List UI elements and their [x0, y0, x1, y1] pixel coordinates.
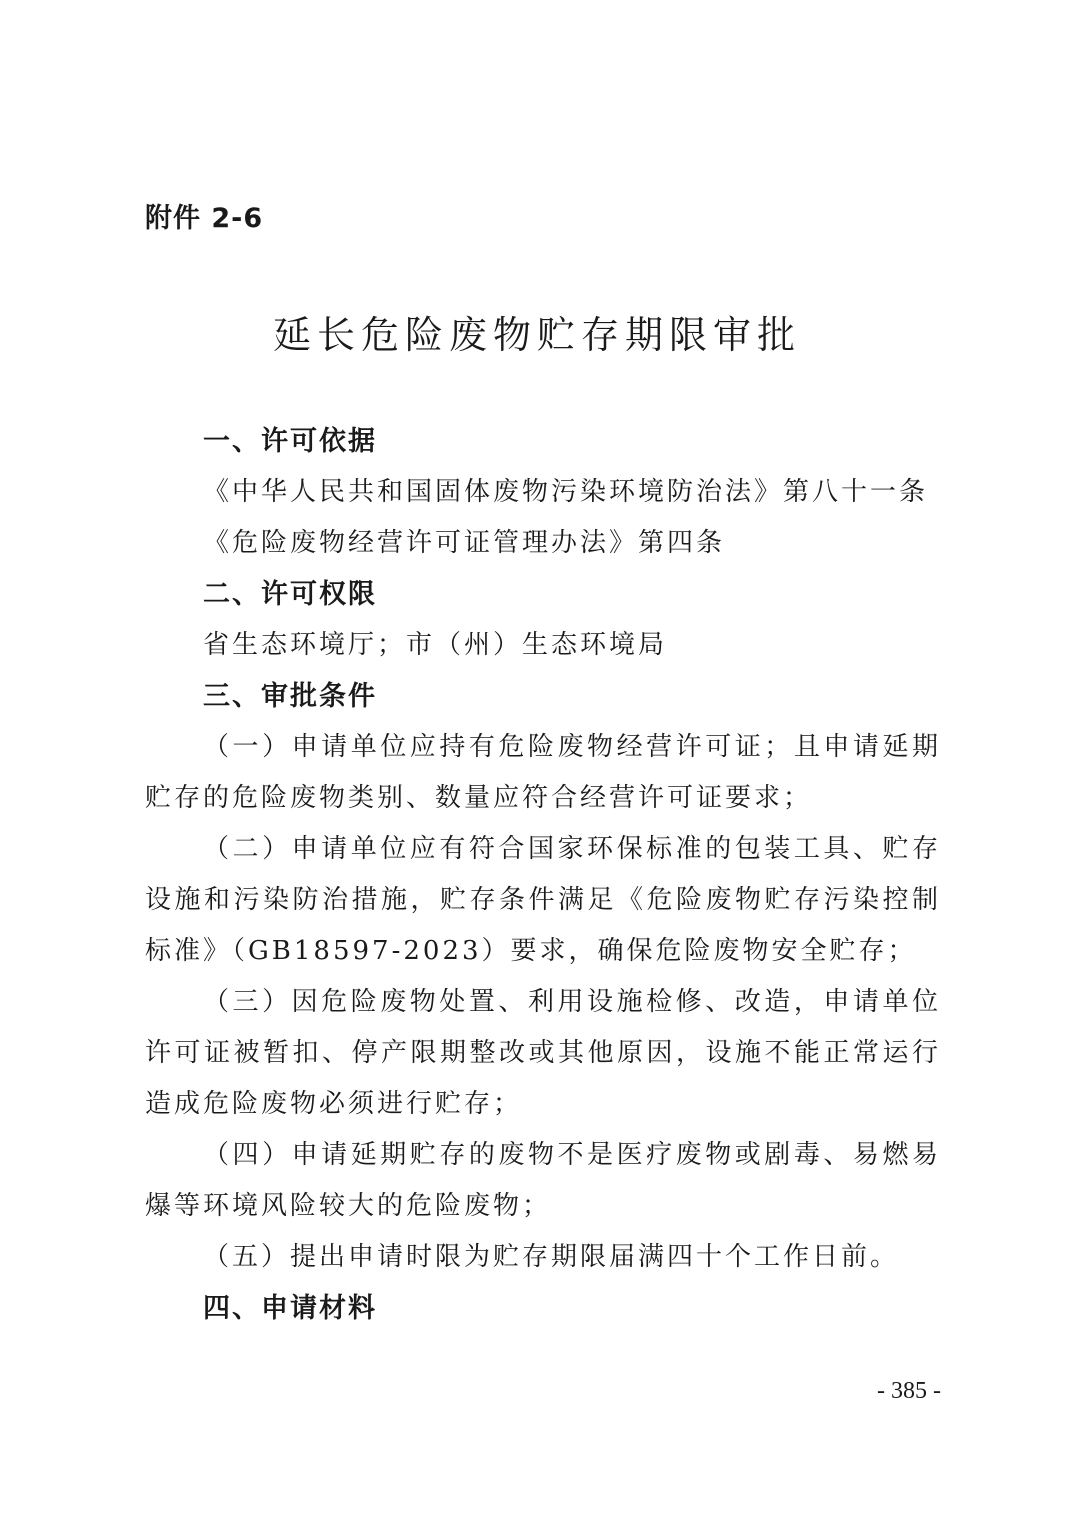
authority-line: 省生态环境厅；市（州）生态环境局 [203, 630, 668, 660]
section-heading-basis: 一、许可依据 [203, 426, 377, 457]
basis-line: 《危险废物经营许可证管理办法》第四条 [203, 528, 726, 558]
section-heading-authority: 二、许可权限 [203, 579, 377, 610]
condition-item: （五）提出申请时限为贮存期限届满四十个工作日前。 [203, 1242, 900, 1272]
document-body [145, 416, 941, 1334]
condition-item: （一）申请单位应持有危险废物经营许可证；且申请延期贮存的危险废物类别、数量应符合经营许可证要求； [145, 732, 941, 813]
document-title: 延长危险废物贮存期限审批 [272, 313, 801, 357]
basis-line: 《中华人民共和国固体废物污染环境防治法》第八十一条 [203, 477, 929, 507]
condition-item: （四）申请延期贮存的废物不是医疗废物或剧毒、易燃易爆等环境风险较大的危险废物； [145, 1140, 941, 1221]
section-heading-conditions: 三、审批条件 [203, 681, 377, 712]
page-number: - 385 - [877, 1378, 941, 1404]
condition-item: （二）申请单位应有符合国家环保标准的包装工具、贮存设施和污染防治措施，贮存条件满足《危险废物贮存污染控制标准》（GB18597-2023）要求，确保危险废物安全贮存； [145, 834, 941, 966]
section-heading-materials: 四、申请材料 [203, 1293, 377, 1324]
attachment-label: 附件 2-6 [145, 203, 264, 234]
condition-item: （三）因危险废物处置、利用设施检修、改造，申请单位许可证被暂扣、停产限期整改或其他原因，设施不能正常运行造成危险废物必须进行贮存； [145, 987, 941, 1119]
